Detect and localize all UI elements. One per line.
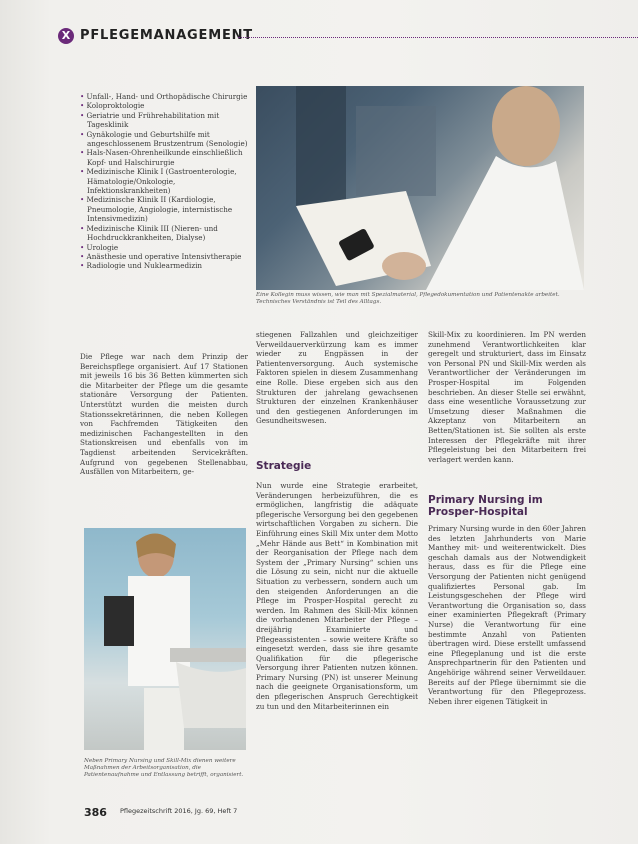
header-divider: [238, 37, 638, 38]
body-column-2-top: stiegenen Fallzahlen und gleichzeitiger Verweildauerverkürzung kam es immer wieder zu Engpässen in der Patientenversorgung. Auch systemische Faktoren spielen in diesem Zusammenhang eine Rolle. Diese ergeben sich aus den Strukturen der jahrelang gewachsenen Strukturen der einzelnen Krankenhäuser und den gestiegenen Anforderungen im Gesundheitswesen.: [256, 330, 418, 426]
heading-primary-nursing: Primary Nursing im Prosper-Hospital: [428, 494, 543, 518]
photo-caption-2: Neben Primary Nursing und Skill-Mix dienen weitere Maßnahmen der Arbeitsorganisation, die Patientenaufnahme und Entlassung betrifft, organisiert.: [84, 758, 244, 779]
list-item: • Anästhesie und operative Intensivtherapie: [80, 252, 248, 261]
photo-nurse-bed: [84, 528, 246, 750]
list-item: • Unfall-, Hand- und Orthopädische Chirurgie: [80, 92, 248, 101]
section-title: PFLEGEMANAGEMENT: [80, 28, 253, 43]
list-item: • Hals-Nasen-Ohrenheilkunde einschließlich Kopf- und Halschirurgie: [80, 148, 248, 167]
journal-reference: Pflegezeitschrift 2016, Jg. 69, Heft 7: [120, 807, 238, 815]
body-column-2-strategie: Nun wurde eine Strategie erarbeitet, Veränderungen herbeizuführen, die es ermöglichen, langfristig die adäquate pflegerische Versorgung bei den gegebenen wirtschaftlichen Vorgaben zu sichern. Die Einführung eines Skill Mix unter dem Motto „Mehr Hände aus Bett“ in Kombination mit der Reorganisation der Pflege nach dem System der „Primary Nursing“ schien uns die Lösung zu sein, nicht nur die aktuelle Situation zu verbessern, sondern auch um den steigenden Anforderungen an die Pflege im Prosper-Hospital gerecht zu werden. Im Rahmen des Skill-Mix können die vorhandenen Mitarbeiter der Pflege – dreijährig Examinierte und Pflegeassistenten – sowie weitere Kräfte so eingesetzt werden, dass sie ihre gesamte Qualifikation für die pflegerische Versorgung ihrer Patienten nutzen können. Primary Nursing (PN) ist unserer Meinung nach die geeignete Organisationsform, um den pflegerischen Anspruch Gerechtigkeit zu tun und den Mitarbeiterinnen ein: [256, 481, 418, 711]
list-item: • Geriatrie und Frührehabilitation mit Tagesklinik: [80, 111, 248, 130]
list-item: • Gynäkologie und Geburtshilfe mit angeschlossenem Brustzentrum (Senologie): [80, 130, 248, 149]
photo-nurse-tablet: [256, 86, 584, 290]
heading-strategie: Strategie: [256, 460, 312, 472]
list-item: • Medizinische Klinik III (Nieren- und Hochdruckkrankheiten, Dialyse): [80, 224, 248, 243]
photo-caption-1: Eine Kollegin muss wissen, wie man mit Spezialmaterial, Pflegedokumentation und Patientenakte arbeitet. Technisches Verständnis ist Teil des Alltags.: [256, 292, 560, 306]
body-column-1: Die Pflege war nach dem Prinzip der Bereichspflege organisiert. Auf 17 Stationen mit jeweils 16 bis 36 Betten kümmerten sich die Mitarbeiter der Pflege um die gesamte stationäre Versorgung der Patienten. Unterstützt wurden die meisten durch Stationssekretärinnen, die neben Kollegen von Fachfremden Tätigkeiten den medizinischen Fachangestellten in den Stationskreisen und ebenfalls von im Tagdienst arbeitenden Servicekräften. Aufgrund von gegebenen Stellenabbau, Ausfällen von Mitarbeitern, ge-: [80, 352, 248, 477]
photo-nurse-bed-illustration: [84, 528, 246, 750]
list-item: • Medizinische Klinik I (Gastroenterologie, Hämatologie/Onkologie, Infektionskrankheiten): [80, 167, 248, 195]
page-number: 386: [84, 806, 107, 819]
list-item: • Urologie: [80, 243, 248, 252]
body-column-3-primary: Primary Nursing wurde in den 60er Jahren des letzten Jahrhunderts von Marie Manthey mit- und weiterentwickelt. Dies geschah damals aus der Notwendigkeit heraus, dass es für die Pflege eine Versorgung der Patienten nicht genügend qualifiziertes Personal gab. Im Leistungsgeschehen der Pflege wird Verantwortung die Organisation so, dass einer examinierten Pflegekraft (Primary Nurse) die Verantwortung für eine bestimmte Anzahl von Patienten übertragen wird. Diese erstellt umfassend eine Pflegeplanung und ist die erste Ansprechpartnerin für den Patienten und Angehörige während seiner Verweildauer. Bereits auf der Pflege übernimmt sie die Verantwortung für den Pflegeprozess. Neben ihrer eigenen Tätigkeit in: [428, 524, 586, 706]
page-header: [58, 26, 580, 48]
body-column-3-top: Skill-Mix zu koordinieren. Im PN werden zunehmend Verantwortlichkeiten klar geregelt und strukturiert, dass im Einsatz von Personal PN und Skill-Mix werden als Verantwortlicher der Veränderungen im Prosper-Hospital im Folgenden beschrieben. An dieser Stelle sei erwähnt, dass eine wesentliche Voraussetzung zur Umsetzung dieser Maßnahmen die Akzeptanz von Mitarbeitern an Betten/Stationen ist. Sie sollten als erste Interessen der Pflegekräfte mit ihrer Pflegeleistung bei den Mitarbeitern frei verlagert werden kann.: [428, 330, 586, 464]
list-item: • Medizinische Klinik II (Kardiologie, Pneumologie, Angiologie, internistische Intensivmedizin): [80, 195, 248, 223]
list-item: • Koloproktologie: [80, 101, 248, 110]
photo-nurse-tablet-illustration: [256, 86, 584, 290]
section-badge: X: [58, 28, 74, 44]
list-item: • Radiologie und Nuklearmedizin: [80, 261, 248, 270]
department-list: [80, 92, 248, 271]
